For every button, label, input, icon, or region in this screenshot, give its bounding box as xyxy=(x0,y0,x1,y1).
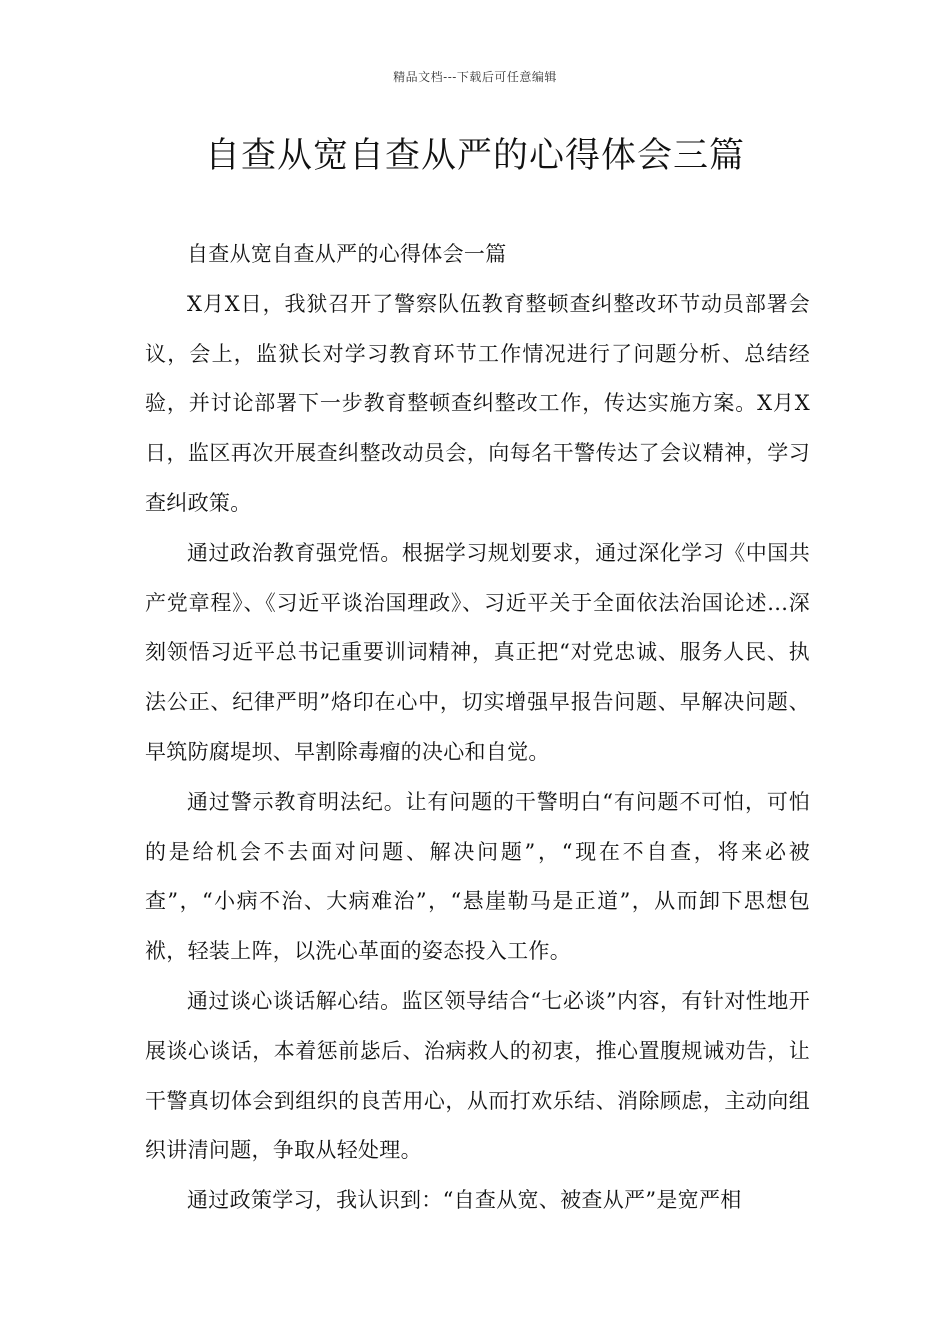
body-paragraph: 通过政治教育强党悟。根据学习规划要求，通过深化学习《中国共产党章程》、《习近平谈治国理政》、习近平关于全面依法治国论述...深刻领悟习近平总书记重要训词精神，真正把“对党忠诚、服务人民、执法公正、纪律严明”烙印在心中，切实增强早报告问题、早解决问题、早筑防腐堤坝、早割除毒瘤的决心和自觉。 xyxy=(145,540,810,764)
document-title: 自查从宽自查从严的心得体会三篇 xyxy=(204,136,745,176)
body-paragraph: X月X日，我狱召开了警察队伍教育整顿查纠整改环节动员部署会议，会上，监狱长对学习教育环节工作情况进行了问题分析、总结经验，并讨论部署下一步教育整顿查纠整改工作，传达实施方案。X月X日，监区再次开展查纠整改动员会，向每名干警传达了会议精神，学习查纠政策。 xyxy=(145,291,810,515)
document-body xyxy=(145,230,810,1226)
body-paragraph: 通过谈心谈话解心结。监区领导结合“七必谈”内容，有针对性地开展谈心谈话，本着惩前毖后、治病救人的初衷，推心置腹规诫劝告，让干警真切体会到组织的良苦用心，从而打欢乐结、消除顾虑，主动向组织讲清问题，争取从轻处理。 xyxy=(145,988,810,1163)
body-paragraph: 通过政策学习，我认识到：“自查从宽、被查从严”是宽严相 xyxy=(187,1188,742,1213)
header-note: 精品文档---下载后可任意编辑 xyxy=(393,70,557,84)
body-paragraph: 通过警示教育明法纪。让有问题的干警明白“有问题不可怕，可怕的是给机会不去面对问题、解决问题”，“现在不自查，将来必被查”，“小病不治、大病难治”，“悬崖勒马是正道”，从而卸下思想包袱，轻装上阵，以洗心革面的姿态投入工作。 xyxy=(145,789,810,964)
subtitle-paragraph: 自查从宽自查从严的心得体会一篇 xyxy=(187,242,507,266)
